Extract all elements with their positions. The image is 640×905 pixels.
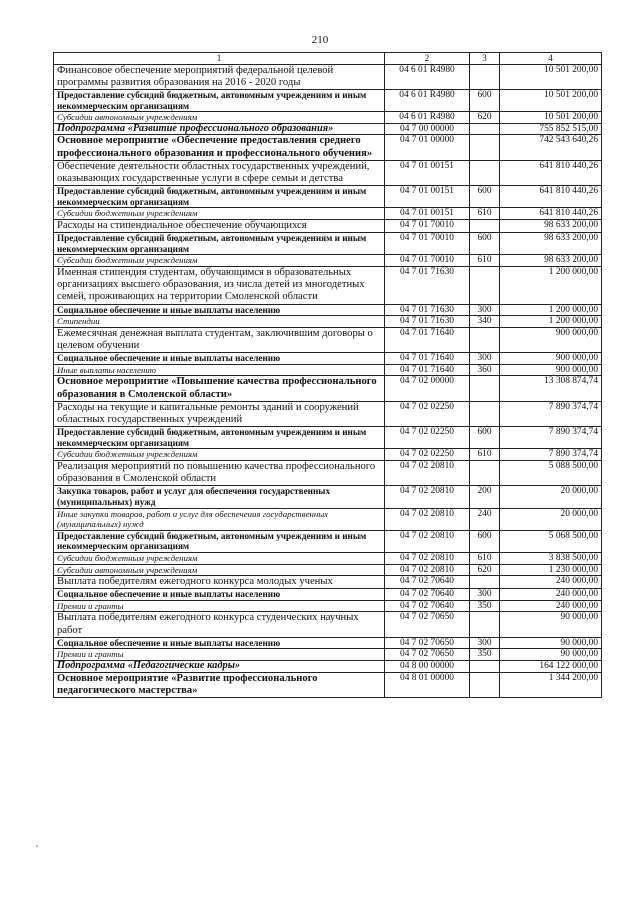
page-number: 210 bbox=[311, 34, 329, 46]
header-col-3: 3 bbox=[470, 53, 500, 65]
row-expense-type: 610 bbox=[470, 208, 500, 220]
row-amount: 900 000,00 bbox=[500, 327, 602, 352]
row-code: 04 7 02 70650 bbox=[385, 637, 470, 649]
table-row bbox=[54, 160, 602, 185]
row-expense-type: 620 bbox=[470, 564, 500, 576]
row-code: 04 7 02 20810 bbox=[385, 552, 470, 564]
row-expense-type bbox=[470, 460, 500, 485]
row-expense-type: 300 bbox=[470, 353, 500, 365]
row-name: Стипендии bbox=[54, 316, 385, 328]
table-row bbox=[54, 600, 602, 612]
row-amount: 5 088 500,00 bbox=[500, 460, 602, 485]
row-code: 04 7 01 70010 bbox=[385, 219, 470, 232]
row-name: Подпрограмма «Развитие профессионального образования» bbox=[54, 123, 385, 135]
row-name: Подпрограмма «Педагогические кадры» bbox=[54, 661, 385, 673]
row-name: Предоставление субсидий бюджетным, автономным учреждениям и иным некоммерческим организациям bbox=[54, 427, 385, 449]
budget-table bbox=[53, 52, 602, 698]
row-expense-type bbox=[470, 576, 500, 589]
table-row bbox=[54, 112, 602, 124]
table-row bbox=[54, 208, 602, 220]
row-expense-type: 300 bbox=[470, 637, 500, 649]
row-expense-type: 600 bbox=[470, 90, 500, 112]
row-name: Предоставление субсидий бюджетным, автономным учреждениям и иным некоммерческим организациям bbox=[54, 530, 385, 552]
table-row bbox=[54, 327, 602, 352]
row-code: 04 7 01 00000 bbox=[385, 135, 470, 160]
row-amount: 98 633 200,00 bbox=[500, 255, 602, 267]
row-name: Субсидии автономным учреждениям bbox=[54, 564, 385, 576]
row-code: 04 8 00 00000 bbox=[385, 661, 470, 673]
row-amount: 90 000,00 bbox=[500, 649, 602, 661]
row-name: Основное мероприятие «Повышение качества профессионального образования в Смоленской области» bbox=[54, 376, 385, 401]
row-expense-type: 240 bbox=[470, 508, 500, 530]
table-row bbox=[54, 576, 602, 589]
row-code: 04 7 02 20810 bbox=[385, 564, 470, 576]
row-amount: 13 308 874,74 bbox=[500, 376, 602, 401]
row-name: Субсидии бюджетным учреждениям bbox=[54, 552, 385, 564]
row-code: 04 7 00 00000 bbox=[385, 123, 470, 135]
row-name: Социальное обеспечение и иные выплаты населению bbox=[54, 589, 385, 601]
row-name: Премии и гранты bbox=[54, 649, 385, 661]
row-name: Расходы на текущие и капитальные ремонты зданий и сооружений областных государственных учреждений bbox=[54, 401, 385, 426]
table-row bbox=[54, 401, 602, 426]
row-name: Финансовое обеспечение мероприятий федеральной целевой программы развития образования на 2016 - 2020 годы bbox=[54, 64, 385, 89]
table-header-row bbox=[54, 53, 602, 65]
row-name: Предоставление субсидий бюджетным, автономным учреждениям и иным некоммерческим организациям bbox=[54, 186, 385, 208]
row-code: 04 7 02 70650 bbox=[385, 649, 470, 661]
row-name: Социальное обеспечение и иные выплаты населению bbox=[54, 637, 385, 649]
row-code: 04 7 01 71630 bbox=[385, 316, 470, 328]
scan-speck bbox=[36, 845, 38, 847]
table-row bbox=[54, 376, 602, 401]
row-name: Основное мероприятие «Обеспечение предоставления среднего профессионального образования и профессионального обучения» bbox=[54, 135, 385, 160]
row-expense-type bbox=[470, 672, 500, 697]
row-expense-type: 340 bbox=[470, 316, 500, 328]
header-col-4: 4 bbox=[500, 53, 602, 65]
row-expense-type bbox=[470, 376, 500, 401]
table-row bbox=[54, 612, 602, 637]
table-row bbox=[54, 552, 602, 564]
row-name: Реализация мероприятий по повышению качества профессионального образования в Смоленской области bbox=[54, 460, 385, 485]
table-row bbox=[54, 123, 602, 135]
row-expense-type: 610 bbox=[470, 255, 500, 267]
row-expense-type: 350 bbox=[470, 649, 500, 661]
table-row bbox=[54, 589, 602, 601]
row-expense-type: 300 bbox=[470, 589, 500, 601]
table-row bbox=[54, 427, 602, 449]
row-expense-type bbox=[470, 661, 500, 673]
row-amount: 3 838 500,00 bbox=[500, 552, 602, 564]
table-row bbox=[54, 90, 602, 112]
row-name: Закупка товаров, работ и услуг для обеспечения государственных (муниципальных) нужд bbox=[54, 486, 385, 508]
row-amount: 10 501 200,00 bbox=[500, 112, 602, 124]
row-name: Социальное обеспечение и иные выплаты населению bbox=[54, 353, 385, 365]
row-code: 04 7 02 02250 bbox=[385, 427, 470, 449]
table-row bbox=[54, 508, 602, 530]
row-code: 04 7 01 00151 bbox=[385, 160, 470, 185]
table-row bbox=[54, 486, 602, 508]
row-amount: 240 000,00 bbox=[500, 576, 602, 589]
row-code: 04 7 01 70010 bbox=[385, 233, 470, 255]
row-code: 04 8 01 00000 bbox=[385, 672, 470, 697]
table-row bbox=[54, 304, 602, 316]
row-expense-type bbox=[470, 401, 500, 426]
row-code: 04 7 01 71640 bbox=[385, 353, 470, 365]
table-row bbox=[54, 186, 602, 208]
row-code: 04 7 01 00151 bbox=[385, 186, 470, 208]
row-expense-type bbox=[470, 64, 500, 89]
table-row bbox=[54, 530, 602, 552]
row-amount: 1 230 000,00 bbox=[500, 564, 602, 576]
table-row bbox=[54, 661, 602, 673]
row-expense-type bbox=[470, 160, 500, 185]
row-name: Ежемесячная денежная выплата студентам, заключившим договоры о целевом обучении bbox=[54, 327, 385, 352]
row-name: Иные выплаты населению bbox=[54, 364, 385, 376]
row-expense-type bbox=[470, 219, 500, 232]
row-expense-type: 600 bbox=[470, 233, 500, 255]
row-code: 04 7 02 70640 bbox=[385, 576, 470, 589]
table-row bbox=[54, 316, 602, 328]
row-code: 04 7 02 20810 bbox=[385, 460, 470, 485]
row-expense-type: 600 bbox=[470, 427, 500, 449]
row-code: 04 7 02 20810 bbox=[385, 486, 470, 508]
row-code: 04 7 01 00151 bbox=[385, 208, 470, 220]
row-name: Основное мероприятие «Развитие профессионального педагогического мастерства» bbox=[54, 672, 385, 697]
row-expense-type: 610 bbox=[470, 449, 500, 461]
table-row bbox=[54, 449, 602, 461]
row-name: Обеспечение деятельности областных государственных учреждений, оказывающих государственные услуги в сфере семьи и детства bbox=[54, 160, 385, 185]
row-amount: 7 890 374,74 bbox=[500, 401, 602, 426]
row-expense-type: 350 bbox=[470, 600, 500, 612]
table-row bbox=[54, 64, 602, 89]
row-amount: 641 810 440,26 bbox=[500, 208, 602, 220]
table-row bbox=[54, 135, 602, 160]
row-code: 04 6 01 R4980 bbox=[385, 64, 470, 89]
table-row bbox=[54, 649, 602, 661]
row-expense-type bbox=[470, 327, 500, 352]
row-code: 04 7 01 71640 bbox=[385, 364, 470, 376]
row-name: Субсидии бюджетным учреждениям bbox=[54, 208, 385, 220]
row-amount: 1 200 000,00 bbox=[500, 316, 602, 328]
row-code: 04 7 02 20810 bbox=[385, 530, 470, 552]
table-row bbox=[54, 353, 602, 365]
row-expense-type: 600 bbox=[470, 530, 500, 552]
row-expense-type: 300 bbox=[470, 304, 500, 316]
table-row bbox=[54, 672, 602, 697]
row-code: 04 6 01 R4980 bbox=[385, 112, 470, 124]
row-amount: 98 633 200,00 bbox=[500, 233, 602, 255]
row-name: Расходы на стипендиальное обеспечение обучающихся bbox=[54, 219, 385, 232]
row-code: 04 6 01 R4980 bbox=[385, 90, 470, 112]
table-row bbox=[54, 460, 602, 485]
row-name: Предоставление субсидий бюджетным, автономным учреждениям и иным некоммерческим организациям bbox=[54, 233, 385, 255]
row-expense-type: 610 bbox=[470, 552, 500, 564]
table-row bbox=[54, 219, 602, 232]
row-code: 04 7 02 02250 bbox=[385, 449, 470, 461]
row-amount: 240 000,00 bbox=[500, 589, 602, 601]
row-code: 04 7 02 00000 bbox=[385, 376, 470, 401]
row-expense-type bbox=[470, 135, 500, 160]
header-col-2: 2 bbox=[385, 53, 470, 65]
row-code: 04 7 01 71630 bbox=[385, 266, 470, 304]
row-amount: 10 501 200,00 bbox=[500, 90, 602, 112]
row-expense-type: 600 bbox=[470, 186, 500, 208]
row-amount: 1 344 200,00 bbox=[500, 672, 602, 697]
row-amount: 7 890 374,74 bbox=[500, 449, 602, 461]
row-code: 04 7 02 02250 bbox=[385, 401, 470, 426]
row-amount: 900 000,00 bbox=[500, 353, 602, 365]
row-amount: 20 000,00 bbox=[500, 486, 602, 508]
row-expense-type bbox=[470, 612, 500, 637]
row-amount: 1 200 000,00 bbox=[500, 304, 602, 316]
row-amount: 10 501 200,00 bbox=[500, 64, 602, 89]
row-code: 04 7 01 70010 bbox=[385, 255, 470, 267]
row-amount: 90 000,00 bbox=[500, 637, 602, 649]
row-amount: 1 200 000,00 bbox=[500, 266, 602, 304]
table-row bbox=[54, 637, 602, 649]
row-name: Выплата победителям ежегодного конкурса молодых ученых bbox=[54, 576, 385, 589]
row-code: 04 7 02 20810 bbox=[385, 508, 470, 530]
header-col-1: 1 bbox=[54, 53, 385, 65]
row-amount: 755 852 515,00 bbox=[500, 123, 602, 135]
row-amount: 900 000,00 bbox=[500, 364, 602, 376]
row-amount: 240 000,00 bbox=[500, 600, 602, 612]
row-code: 04 7 02 70640 bbox=[385, 589, 470, 601]
row-expense-type bbox=[470, 266, 500, 304]
table-row bbox=[54, 255, 602, 267]
table-row bbox=[54, 266, 602, 304]
row-amount: 641 810 440,26 bbox=[500, 160, 602, 185]
row-name: Социальное обеспечение и иные выплаты населению bbox=[54, 304, 385, 316]
row-name: Иные закупки товаров, работ и услуг для обеспечения государственных (муниципальных) нужд bbox=[54, 508, 385, 530]
row-expense-type: 620 bbox=[470, 112, 500, 124]
row-amount: 90 000,00 bbox=[500, 612, 602, 637]
row-name: Субсидии бюджетным учреждениям bbox=[54, 255, 385, 267]
row-amount: 98 633 200,00 bbox=[500, 219, 602, 232]
row-amount: 7 890 374,74 bbox=[500, 427, 602, 449]
table-row bbox=[54, 564, 602, 576]
row-code: 04 7 01 71630 bbox=[385, 304, 470, 316]
table-row bbox=[54, 233, 602, 255]
row-name: Премии и гранты bbox=[54, 600, 385, 612]
row-code: 04 7 01 71640 bbox=[385, 327, 470, 352]
row-name: Субсидии бюджетным учреждениям bbox=[54, 449, 385, 461]
row-name: Предоставление субсидий бюджетным, автономным учреждениям и иным некоммерческим организациям bbox=[54, 90, 385, 112]
row-amount: 641 810 440,26 bbox=[500, 186, 602, 208]
row-name: Именная стипендия студентам, обучающимся в образовательных организациях высшего образования, из числа детей из многодетных семей, проживающих на территории Смоленской области bbox=[54, 266, 385, 304]
row-expense-type: 360 bbox=[470, 364, 500, 376]
row-amount: 164 122 000,00 bbox=[500, 661, 602, 673]
row-expense-type: 200 bbox=[470, 486, 500, 508]
row-expense-type bbox=[470, 123, 500, 135]
row-amount: 20 000,00 bbox=[500, 508, 602, 530]
row-name: Субсидии автономным учреждениям bbox=[54, 112, 385, 124]
row-code: 04 7 02 70650 bbox=[385, 612, 470, 637]
row-amount: 742 543 640,26 bbox=[500, 135, 602, 160]
row-amount: 5 068 500,00 bbox=[500, 530, 602, 552]
row-name: Выплата победителям ежегодного конкурса студенческих научных работ bbox=[54, 612, 385, 637]
table-row bbox=[54, 364, 602, 376]
row-code: 04 7 02 70640 bbox=[385, 600, 470, 612]
